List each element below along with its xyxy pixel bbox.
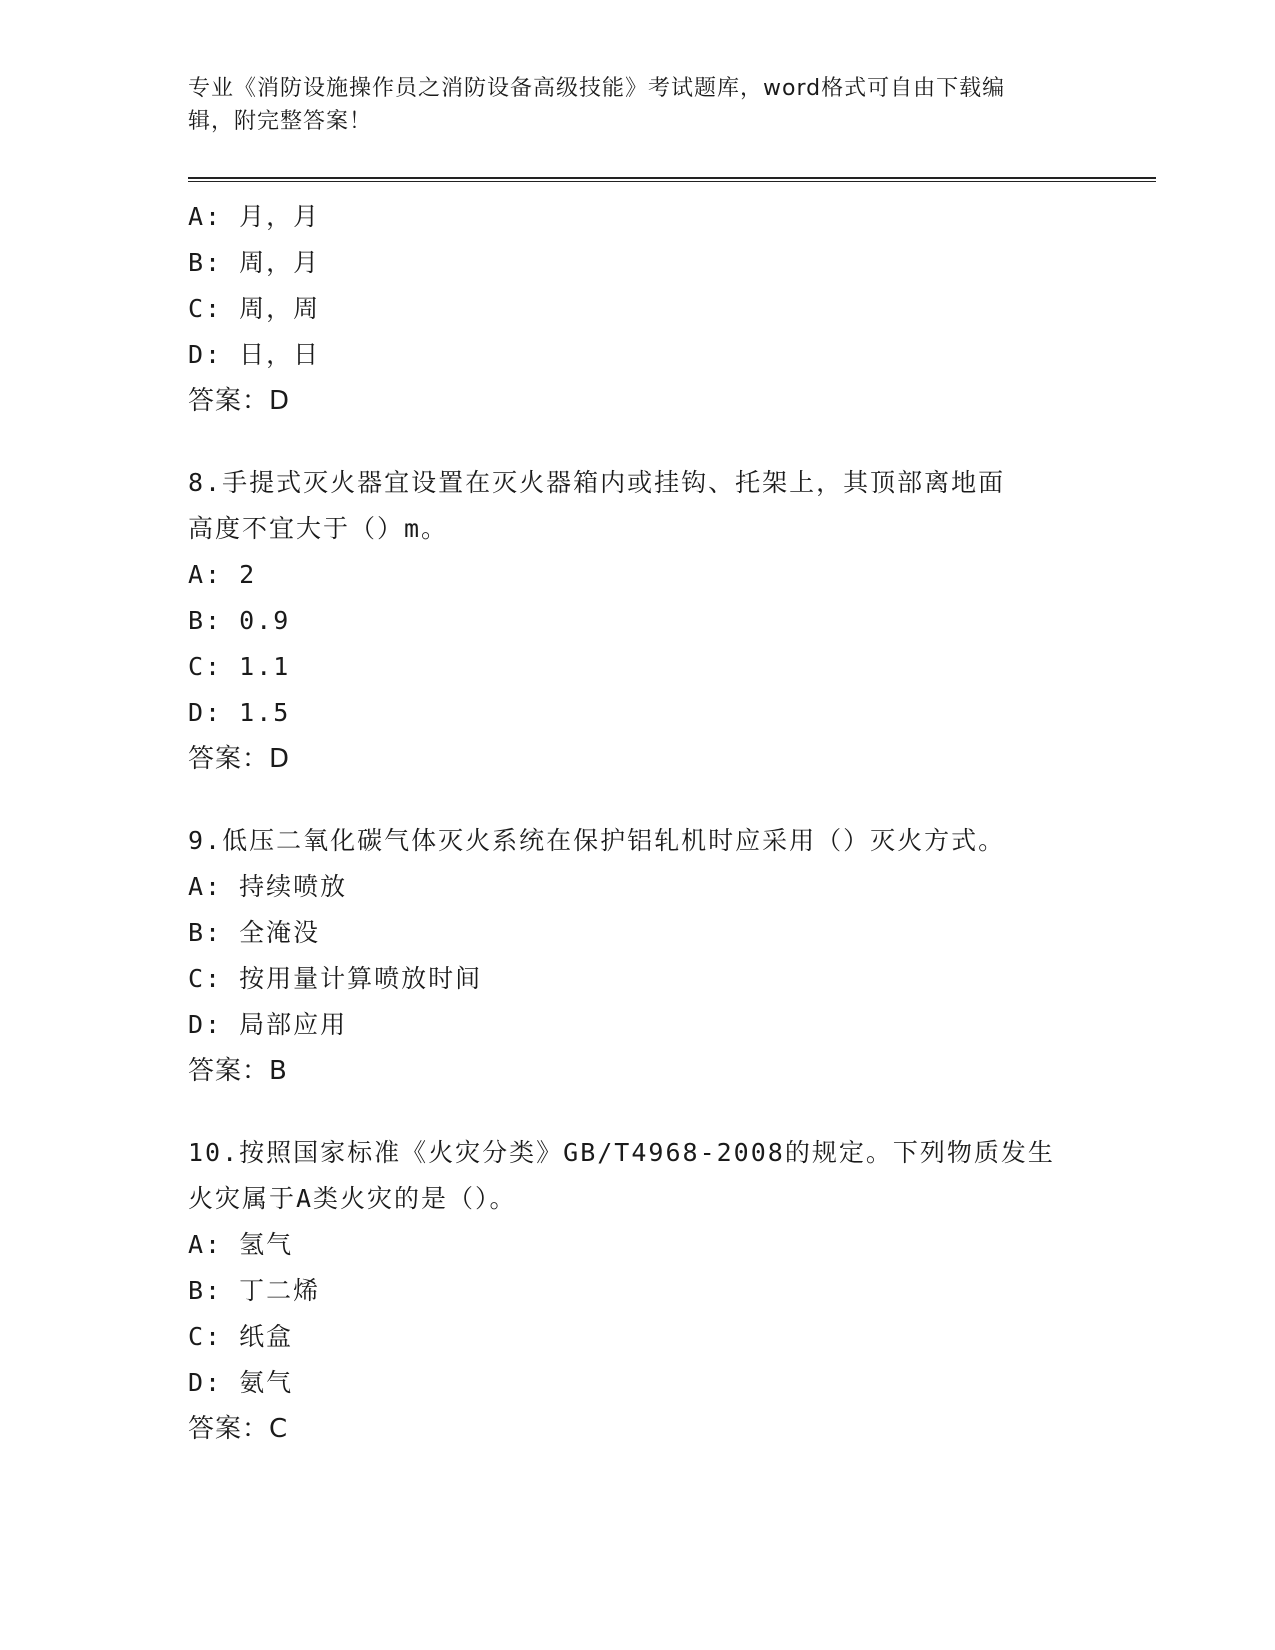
option-d: D: 氨气 <box>188 1368 294 1397</box>
question-text-line: 10.按照国家标准《火灾分类》GB/T4968-2008的规定。下列物质发生 <box>188 1138 1055 1167</box>
answer-line: 答案：B <box>188 1056 288 1086</box>
answer-line: 答案：D <box>188 744 291 774</box>
question-7-partial <box>188 194 1088 424</box>
option-b: B: 丁二烯 <box>188 1276 321 1305</box>
question-text-line: 高度不宜大于（）m。 <box>188 514 449 543</box>
option-b: B: 0.9 <box>188 606 291 635</box>
answer-line: 答案：D <box>188 386 291 416</box>
header-line-1: 专业《消防设施操作员之消防设备高级技能》考试题库，word格式可自由下载编 <box>188 76 1006 101</box>
question-list <box>188 194 1088 1452</box>
option-b: B: 周，月 <box>188 248 321 277</box>
question-text-line: 8.手提式灭火器宜设置在灭火器箱内或挂钩、托架上，其顶部离地面 <box>188 468 1006 497</box>
option-a: A: 持续喷放 <box>188 872 348 901</box>
option-d: D: 局部应用 <box>188 1010 348 1039</box>
question-text-line: 火灾属于A类火灾的是（）。 <box>188 1184 517 1213</box>
option-c: C: 1.1 <box>188 652 291 681</box>
header-line-2: 辑，附完整答案！ <box>188 109 373 134</box>
question-8 <box>188 460 1088 782</box>
question-text-line: 9.低压二氧化碳气体灭火系统在保护铝轧机时应采用（）灭火方式。 <box>188 826 1006 855</box>
option-b: B: 全淹没 <box>188 918 321 947</box>
option-a: A: 氢气 <box>188 1230 294 1259</box>
option-d: D: 日，日 <box>188 340 321 369</box>
option-a: A: 2 <box>188 560 257 589</box>
option-c: C: 纸盒 <box>188 1322 294 1351</box>
option-d: D: 1.5 <box>188 698 291 727</box>
option-c: C: 按用量计算喷放时间 <box>188 964 483 993</box>
answer-line: 答案：C <box>188 1414 289 1444</box>
document-header <box>188 72 1068 138</box>
question-9 <box>188 818 1088 1094</box>
header-divider <box>188 177 1156 182</box>
question-10 <box>188 1130 1088 1452</box>
option-a: A: 月，月 <box>188 202 321 231</box>
option-c: C: 周，周 <box>188 294 321 323</box>
